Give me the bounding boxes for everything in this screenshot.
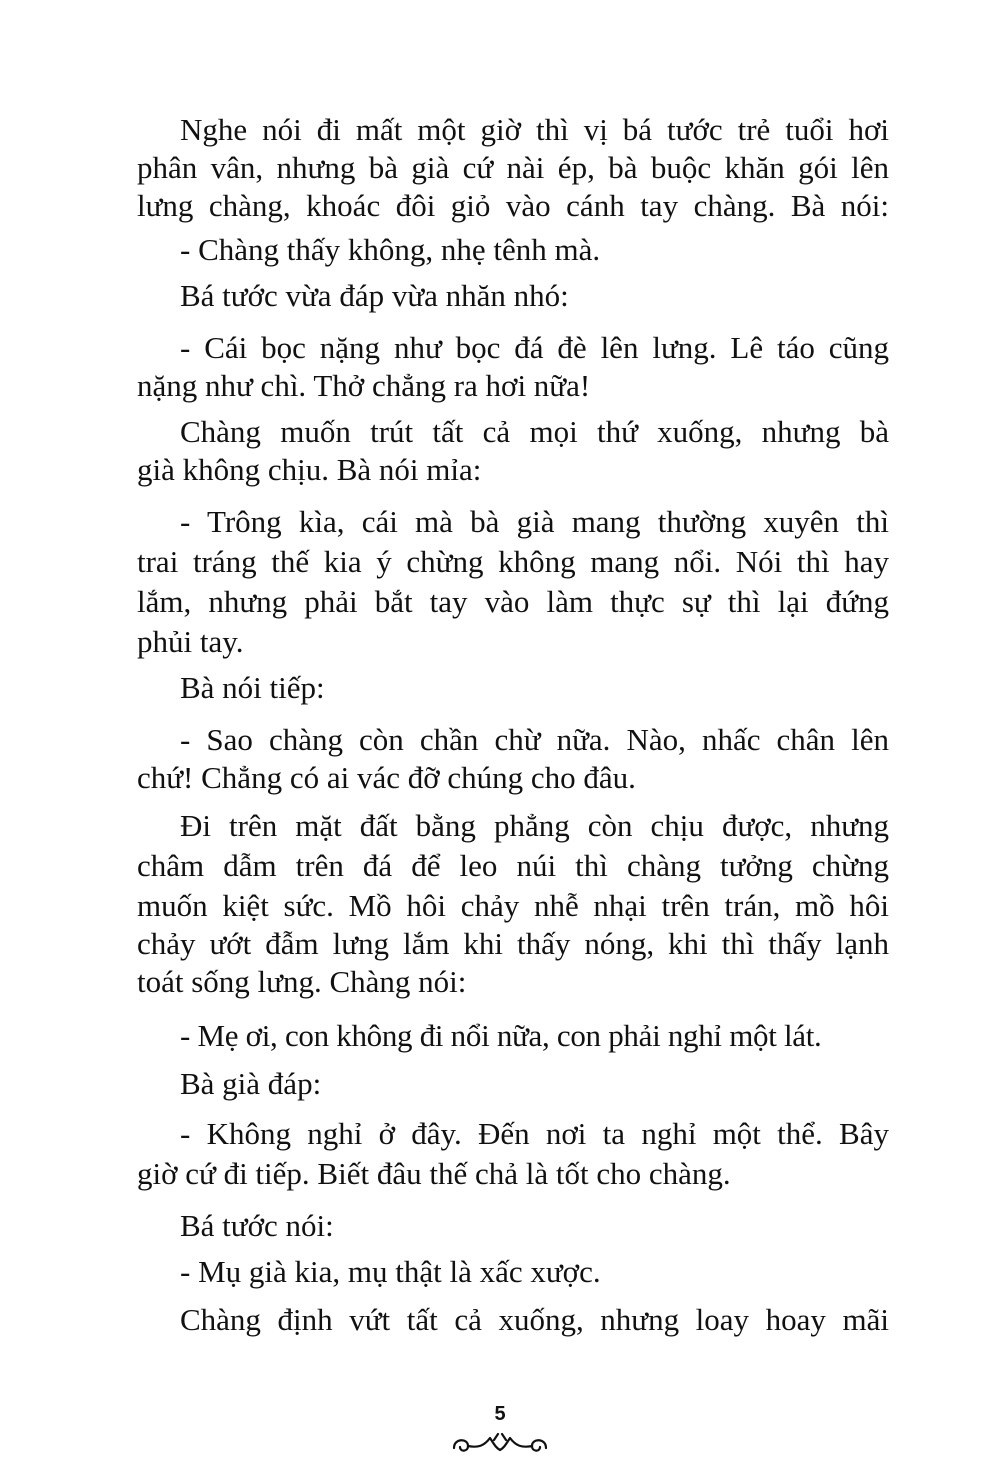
text-line: - Chàng thấy không, nhẹ tênh mà.: [180, 232, 601, 267]
text-line: phân vân, nhưng bà già cứ nài ép, bà buộc khăn gói lên: [137, 150, 889, 185]
text-line: châm dẫm trên đá để leo núi thì chàng tưởng chừng: [137, 848, 889, 883]
text-line: già không chịu. Bà nói mỉa:: [137, 452, 482, 487]
page-number: 5: [494, 1403, 506, 1425]
text-line: Chàng định vứt tất cả xuống, nhưng loay hoay mãi: [180, 1302, 889, 1337]
text-line: Bà nói tiếp:: [180, 670, 325, 705]
text-line: - Trông kìa, cái mà bà già mang thường xuyên thì: [180, 504, 889, 539]
text-line: muốn kiệt sức. Mồ hôi chảy nhễ nhại trên trán, mồ hôi: [137, 888, 889, 923]
text-line: lắm, nhưng phải bắt tay vào làm thực sự thì lại đứng: [137, 584, 889, 619]
text-line: Bá tước nói:: [180, 1208, 334, 1243]
text-line: toát sống lưng. Chàng nói:: [137, 964, 467, 999]
text-line: lưng chàng, khoác đôi giỏ vào cánh tay chàng. Bà nói:: [137, 188, 889, 223]
text-line: chứ! Chẳng có ai vác đỡ chúng cho đâu.: [137, 760, 636, 795]
text-line: - Mẹ ơi, con không đi nổi nữa, con phải nghỉ một lát.: [180, 1018, 822, 1053]
text-line: Chàng muốn trút tất cả mọi thứ xuống, nhưng bà: [180, 414, 889, 449]
text-line: - Mụ già kia, mụ thật là xấc xược.: [180, 1254, 601, 1289]
text-line: chảy ướt đẫm lưng lắm khi thấy nóng, khi thì thấy lạnh: [137, 926, 889, 961]
text-line: - Cái bọc nặng như bọc đá đè lên lưng. Lê táo cũng: [180, 330, 889, 365]
text-line: - Không nghỉ ở đây. Đến nơi ta nghỉ một thể. Bây: [180, 1116, 889, 1151]
text-line: giờ cứ đi tiếp. Biết đâu thế chả là tốt cho chàng.: [137, 1156, 731, 1191]
flourish-ornament-icon: [450, 1430, 550, 1458]
text-line: phủi tay.: [137, 624, 244, 659]
text-line: Nghe nói đi mất một giờ thì vị bá tước trẻ tuổi hơi: [180, 112, 889, 147]
text-line: - Sao chàng còn chần chừ nữa. Nào, nhấc chân lên: [180, 722, 889, 757]
text-line: Bá tước vừa đáp vừa nhăn nhó:: [180, 278, 569, 313]
text-line: nặng như chì. Thở chẳng ra hơi nữa!: [137, 368, 591, 403]
text-line: trai tráng thế kia ý chừng không mang nổi. Nói thì hay: [137, 544, 889, 579]
text-line: Đi trên mặt đất bằng phẳng còn chịu được, nhưng: [180, 808, 889, 843]
text-line: Bà già đáp:: [180, 1066, 322, 1101]
